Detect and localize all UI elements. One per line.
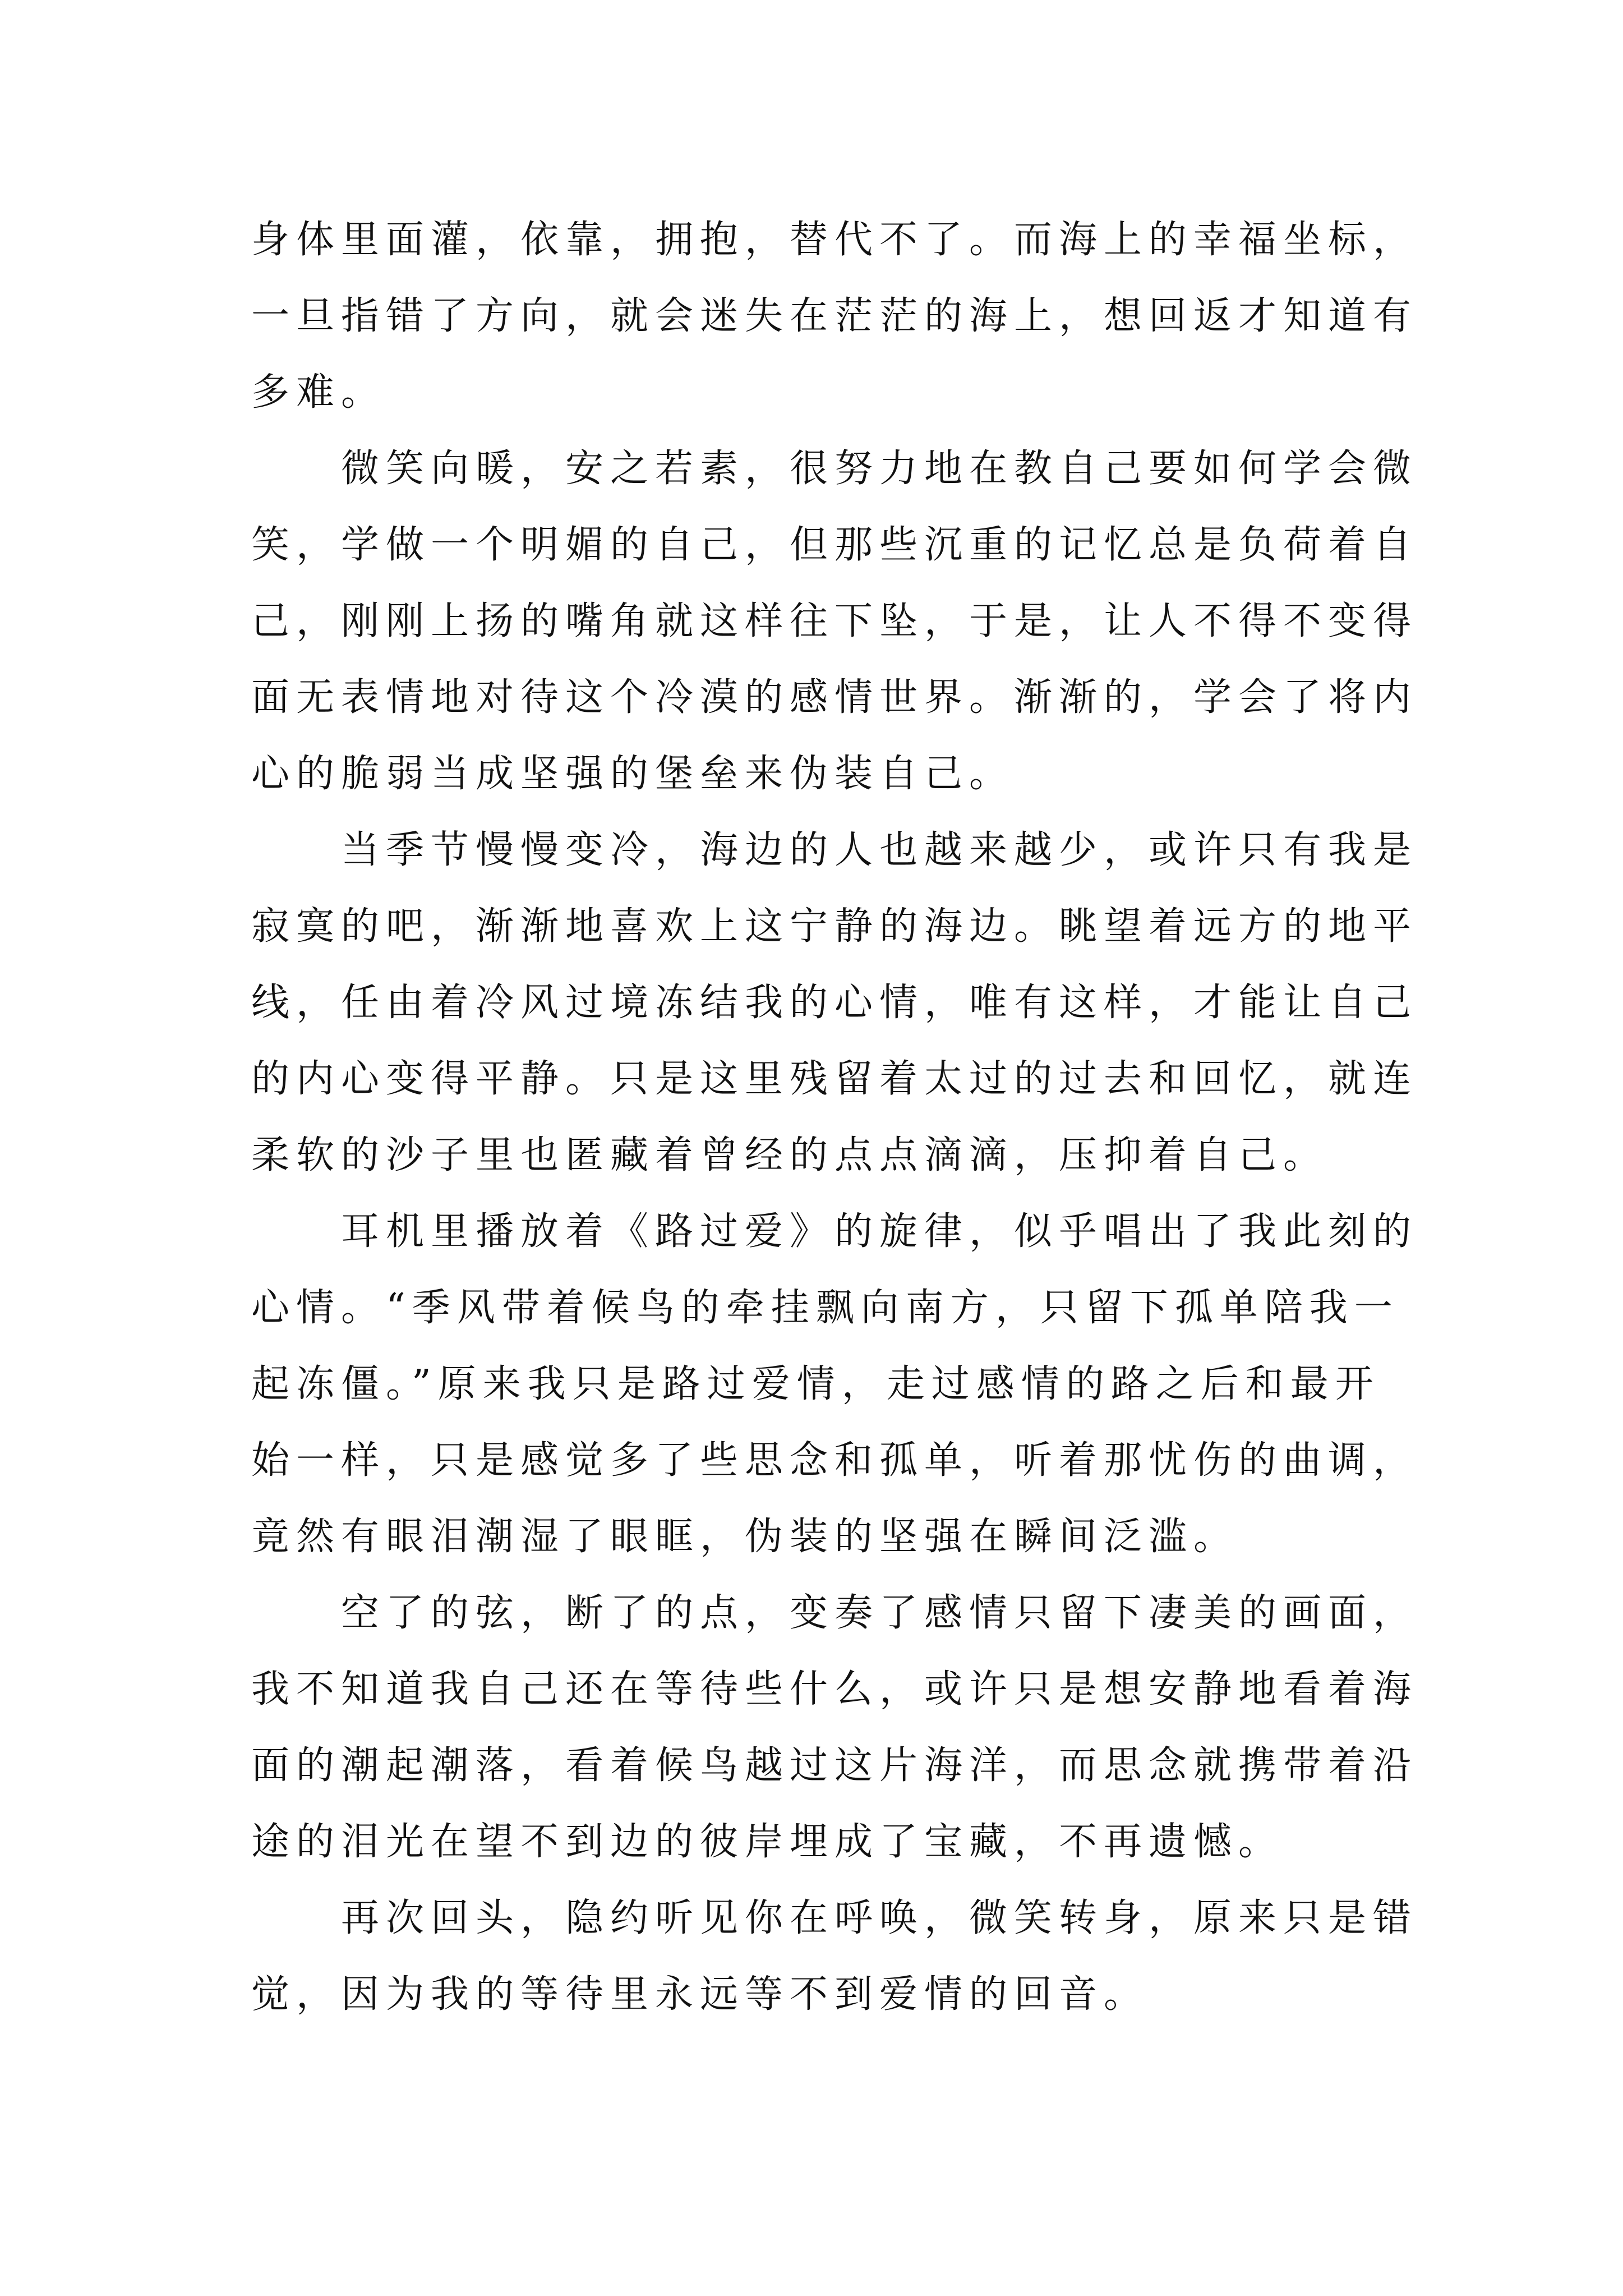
text-line: 微笑向暖，安之若素，很努力地在教自己要如何学会微 xyxy=(341,447,1418,491)
text-line: 耳机里播放着《路过爱》的旋律，似乎唱出了我此刻的 xyxy=(341,1209,1418,1254)
text-line: 途的泪光在望不到边的彼岸埋成了宝藏，不再遗憾。 xyxy=(251,1820,1284,1864)
text-line: 再次回头，隐约听见你在呼唤，微笑转身，原来只是错 xyxy=(341,1896,1418,1940)
text-line: 面无表情地对待这个冷漠的感情世界。渐渐的，学会了将内 xyxy=(251,675,1418,720)
text-line: 身体里面灌，依靠，拥抱，替代不了。而海上的幸福坐标， xyxy=(251,218,1418,262)
text-line: 的内心变得平静。只是这里残留着太过的过去和回忆，就连 xyxy=(251,1057,1418,1101)
text-line: 多难。 xyxy=(251,370,386,415)
text-line: 竟然有眼泪潮湿了眼眶，伪装的坚强在瞬间泛滥。 xyxy=(251,1515,1239,1559)
text-line: 线，任由着冷风过境冻结我的心情，唯有这样，才能让自己 xyxy=(251,981,1418,1025)
text-line: 己，刚刚上扬的嘴角就这样往下坠，于是，让人不得不变得 xyxy=(251,599,1418,643)
text-line: 一旦指错了方向，就会迷失在茫茫的海上，想回返才知道有 xyxy=(251,294,1418,338)
text-line: 寂寞的吧，渐渐地喜欢上这宁静的海边。眺望着远方的地平 xyxy=(251,904,1418,949)
text-line: 心的脆弱当成坚强的堡垒来伪装自己。 xyxy=(251,752,1015,796)
body-text xyxy=(251,202,1418,2033)
text-line: 始一样，只是感觉多了些思念和孤单，听着那忧伤的曲调， xyxy=(251,1438,1418,1483)
text-line: 起冻僵。”原来我只是路过爱情，走过感情的路之后和最开 xyxy=(251,1362,1380,1406)
text-line: 面的潮起潮落，看着候鸟越过这片海洋，而思念就携带着沿 xyxy=(251,1743,1418,1788)
text-line: 空了的弦，断了的点，变奏了感情只留下凄美的画面， xyxy=(341,1591,1418,1635)
text-line: 笑，学做一个明媚的自己，但那些沉重的记忆总是负荷着自 xyxy=(251,523,1418,567)
text-line: 我不知道我自己还在等待些什么，或许只是想安静地看着海 xyxy=(251,1667,1418,1711)
text-line: 柔软的沙子里也匿藏着曾经的点点滴滴，压抑着自己。 xyxy=(251,1133,1329,1177)
text-line: 当季节慢慢变冷，海边的人也越来越少，或许只有我是 xyxy=(341,828,1418,872)
text-line: 心情。“季风带着候鸟的牵挂飘向南方，只留下孤单陪我一 xyxy=(251,1286,1399,1330)
text-line: 觉，因为我的等待里永远等不到爱情的回音。 xyxy=(251,1972,1149,2017)
